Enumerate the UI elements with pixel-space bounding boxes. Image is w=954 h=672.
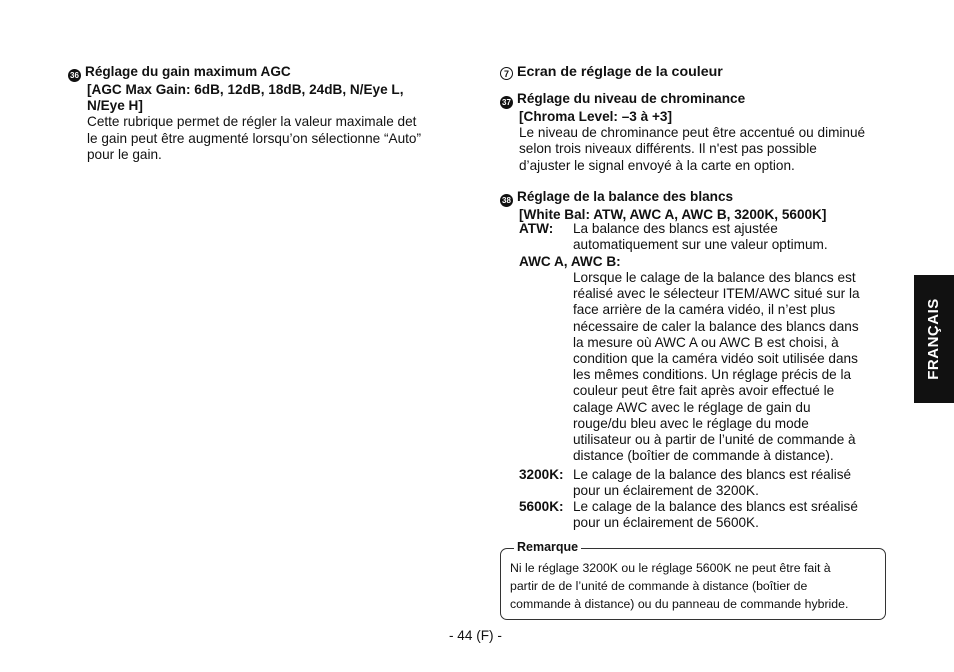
item-36 [68,64,421,163]
item-36-heading-2: [AGC Max Gain: 6dB, 12dB, 18dB, 24dB, N/Eye L, [87,82,404,97]
item-37-body-1: Le niveau de chrominance peut être accentué ou diminué [519,125,866,141]
item-number-badge: 37 [500,96,513,109]
k3200-label: 3200K: [519,467,564,482]
page-number: - 44 (F) - [449,628,502,643]
language-tab [914,275,954,403]
k5600-label: 5600K: [519,499,564,514]
k5600-text: Le calage de la balance des blancs est sréalisé pour un éclairement de 5600K. [573,499,858,531]
item-number-badge: 38 [500,194,513,207]
item-36-heading-1: Réglage du gain maximum AGC [85,64,291,79]
remarque-title: Remarque [514,539,581,555]
section-title: 7 Ecran de réglage de la couleur [500,64,723,80]
atw-label: ATW: [519,221,554,236]
item-38-heading-1: Réglage de la balance des blancs [517,189,734,204]
item-37 [500,91,865,174]
item-38 [500,189,826,223]
item-36-body-1: Cette rubrique permet de régler la valeur maximale det [87,114,417,130]
item-37-heading-2: [Chroma Level: –3 à +3] [519,109,672,124]
item-36-heading-3: N/Eye H] [87,98,143,114]
item-37-body-3: d’ajuster le signal envoyé à la carte en option. [519,157,795,173]
atw-text: La balance des blancs est ajustée automatiquement sur une valeur optimum. [573,221,828,253]
k3200-text: Le calage de la balance des blancs est réalisé pour un éclairement de 3200K. [573,467,852,499]
section-number: 7 [500,67,513,80]
item-37-body-2: selon trois niveaux différents. Il n'est pas possible [519,141,817,157]
awc-text: Lorsque le calage de la balance des blancs est réalisé avec le sélecteur ITEM/AWC situé sur la face arrière de la caméra vidéo, il n’est plus nécessaire de caler la balance des blancs dans la mesure où AWC A ou AWC B est choisi, à condition que la caméra vidéo soit utilisée dans les mêmes conditions. Un réglage précis de la couleur peut être fait après avoir effectué le calage AWC avec le réglage de gain du rouge/du bleu avec le réglage du mode utilisateur ou à partir de l’unité de commande à distance (boîtier de commande à distance). [573,270,860,464]
item-number-badge: 36 [68,69,81,82]
item-36-body-2: le gain peut être augmenté lorsqu’on sélectionne “Auto” [87,130,422,146]
item-36-body-3: pour le gain. [87,146,162,162]
awc-label: AWC A, AWC B: [519,254,621,269]
remarque-text: Ni le réglage 3200K ou le réglage 5600K ne peut être fait à partir de de l’unité de commande à distance (boîtier de commande à distance) ou du panneau de commande hybride. [510,561,849,611]
language-tab-label: FRANÇAIS [924,298,942,380]
item-37-heading-1: Réglage du niveau de chrominance [517,91,746,106]
item-38-heading-2: [White Bal: ATW, AWC A, AWC B, 3200K, 5600K] [519,207,827,222]
